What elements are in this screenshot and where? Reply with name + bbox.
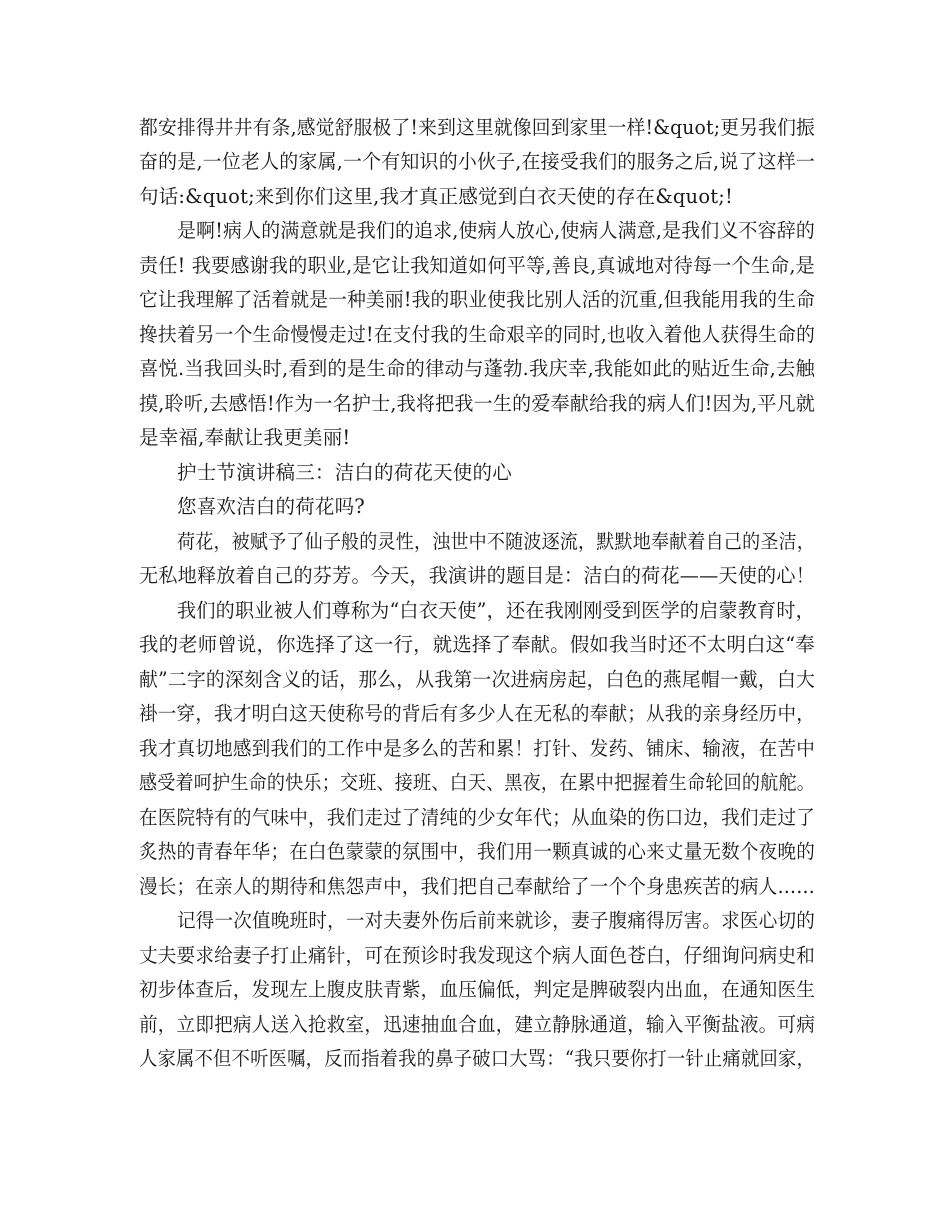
- text-line: 句话:&quot;来到你们这里,我才真正感觉到白衣天使的存在&quot;!: [139, 185, 734, 208]
- text-line: 漫长；在亲人的期待和焦怨声中，我们把自己奉献给了一个个身患疾苦的病人……: [139, 875, 816, 898]
- text-line: 都安排得井井有条,感觉舒服极了!来到这里就像回到家里一样!&quot;更另我们振: [139, 116, 815, 139]
- text-line: 在医院特有的气味中，我们走过了清纯的少女年代；从血染的伤口边，我们走过了: [139, 806, 816, 829]
- paragraph-first-line: 您喜欢洁白的荷花吗?: [177, 495, 365, 518]
- text-line: 奋的是,一位老人的家属,一个有知识的小伙子,在接受我们的服务之后,说了这样一: [139, 150, 816, 173]
- text-line: 我才真切地感到我们的工作中是多么的苦和累！打针、发药、铺床、输液，在苦中: [139, 737, 816, 760]
- text-line: 丈夫要求给妻子打止痛针，可在预诊时我发现这个病人面色苍白，仔细询问病史和: [139, 944, 816, 967]
- text-line: 我的老师曾说，你选择了这一行，就选择了奉献。假如我当时还不太明白这“奉: [139, 633, 815, 656]
- paragraph-first-line: 是啊!病人的满意就是我们的追求,使病人放心,使病人满意,是我们义不容辞的: [177, 219, 815, 242]
- text-line: 无私地释放着自己的芬芳。今天，我演讲的题目是：洁白的荷花——天使的心！: [139, 564, 816, 587]
- paragraph-first-line: 记得一次值晚班时，一对夫妻外伤后前来就诊，妻子腹痛得厉害。求医心切的: [177, 909, 815, 932]
- text-line: 感受着呵护生命的快乐；交班、接班、白天、黑夜，在累中把握着生命轮回的航舵。: [139, 771, 815, 794]
- text-line: 前，立即把病人送入抢救室，迅速抽血合血，建立静脉通道，输入平衡盐液。可病: [139, 1013, 816, 1036]
- text-line: 炙热的青春年华；在白色蒙蒙的氛围中，我们用一颗真诚的心来丈量无数个夜晚的: [139, 840, 816, 863]
- paragraph-first-line: 荷花，被赋予了仙子般的灵性，浊世中不随波逐流，默默地奉献着自己的圣洁，: [177, 530, 816, 553]
- text-line: 责任! 我要感谢我的职业,是它让我知道如何平等,善良,真诚地对待每一个生命,是: [139, 254, 815, 277]
- section-heading: 护士节演讲稿三：洁白的荷花天使的心: [177, 461, 512, 484]
- text-line: 褂一穿，我才明白这天使称号的背后有多少人在无私的奉献；从我的亲身经历中，: [139, 702, 816, 725]
- text-line: 喜悦.当我回头时,看到的是生命的律动与蓬勃.我庆幸,我能如此的贴近生命,去触: [139, 357, 816, 380]
- text-line: 人家属不但不听医嘱，反而指着我的鼻子破口大骂：“我只要你打一针止痛就回家，: [139, 1047, 815, 1070]
- text-line: 献”二字的深刻含义的话，那么，从我第一次进病房起，白色的燕尾帽一戴，白大: [139, 668, 816, 691]
- text-line: 初步体查后，发现左上腹皮肤青紫，血压偏低，判定是脾破裂内出血，在通知医生: [139, 978, 816, 1001]
- text-line: 它让我理解了活着就是一种美丽!我的职业使我比别人活的沉重,但我能用我的生命: [139, 288, 815, 311]
- text-line: 搀扶着另一个生命慢慢走过!在支付我的生命艰辛的同时,也收入着他人获得生命的: [139, 323, 815, 346]
- text-line: 是幸福,奉献让我更美丽!: [139, 426, 351, 449]
- paragraph-first-line: 我们的职业被人们尊称为“白衣天使”，还在我刚刚受到医学的启蒙教育时，: [177, 599, 815, 622]
- text-line: 摸,聆听,去感悟!作为一名护士,我将把我一生的爱奉献给我的病人们!因为,平凡就: [139, 392, 816, 415]
